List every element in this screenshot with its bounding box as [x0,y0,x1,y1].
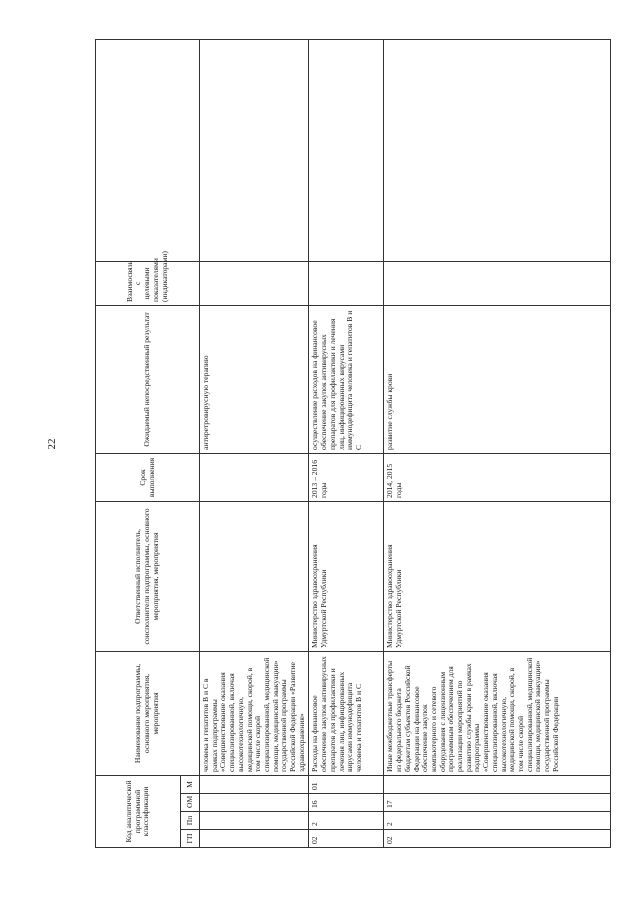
header-relation: Взаимосвязь с целевыми показателями (индикаторами) [96,261,200,305]
cell-responsible: Министерство здравоохранения Удмуртской Республики [309,501,384,651]
cell-pp: 2 [309,812,384,830]
activities-table [95,39,611,848]
header-gp: ГП [181,830,200,848]
cell-relation [384,261,611,305]
header-m: М [181,775,200,793]
header-responsible: Ответственный исполнитель, соисполнители подпрограммы, основного мероприятия, мероприятия [96,501,200,651]
cell-om: 17 [384,794,611,812]
cell-term: 2013 – 2016 годы [309,453,384,501]
cell-gp [200,830,309,848]
cell-responsible [200,501,309,651]
cell-m: 01 [309,775,384,793]
header-code-group: Код аналитической программной классификации [96,775,181,847]
cell-om: 16 [309,794,384,812]
cell-responsible: Министерство здравоохранения Удмуртской Республики [384,501,611,651]
cell-blank [384,39,611,261]
page-number: 22 [46,438,58,450]
header-om: ОМ [181,794,200,812]
cell-pp: 2 [384,812,611,830]
header-blank [96,39,200,261]
cell-name: Иные межбюджетные трансферты из федерального бюджета бюджетам субъектов Российской Федерации на финансовое обеспечение закупок компьютерного и сетевого оборудования с лицензионным программным обеспечением для реализации мероприятий по развитию службы крови в рамках подпрограммы «Совершенствование оказания специализированной, включая высокотехнологичную, медицинской помощи, скорой, в том числе скорой специализированной, медицинской помощи, медицинской эвакуации» государственной программы Российской Федерации [384,651,611,775]
cell-om [200,794,309,812]
cell-blank [200,39,309,261]
header-row [96,39,181,847]
cell-term [200,453,309,501]
table-row [200,39,309,847]
table-row [384,39,611,847]
cell-relation [309,261,384,305]
cell-result: антиретровирусную терапию [200,305,309,453]
cell-name: человека и гепатитов В и С в рамках подпрограммы «Совершенствование оказания специализированной, включая высокотехнологичную, медицинской помощи, скорой, в том числе скорой специализированной, медицинской помощи, медицинской эвакуации» государственной программы Российской Федерации «Развитие здравоохранения» [200,651,309,775]
table-row [309,39,384,847]
cell-result: развитие службы крови [384,305,611,453]
cell-m [384,775,611,793]
header-result: Ожидаемый непосредственный результат [96,305,200,453]
cell-m [200,775,309,793]
header-term: Срок выполнения [96,453,200,501]
cell-gp: 02 [384,830,611,848]
header-pp: Пп [181,812,200,830]
cell-gp: 02 [309,830,384,848]
cell-relation [200,261,309,305]
header-name: Наименование подпрограммы, основного мероприятия, мероприятия [96,651,200,775]
cell-term: 2014, 2015 годы [384,453,611,501]
cell-result: осуществление расходов на финансовое обеспечение закупок антивирусных препаратов для профилактики и лечения лиц, инфицированных вирусами иммунодефицита человека и гепатитов В и С [309,305,384,453]
cell-pp [200,812,309,830]
cell-name: Расходы на финансовое обеспечение закупок антивирусных препаратов для профилактики и лечения лиц, инфицированных вирусами иммунодефицита человека и гепатитов В и С [309,651,384,775]
cell-blank [309,39,384,261]
rotated-sheet [95,40,610,848]
